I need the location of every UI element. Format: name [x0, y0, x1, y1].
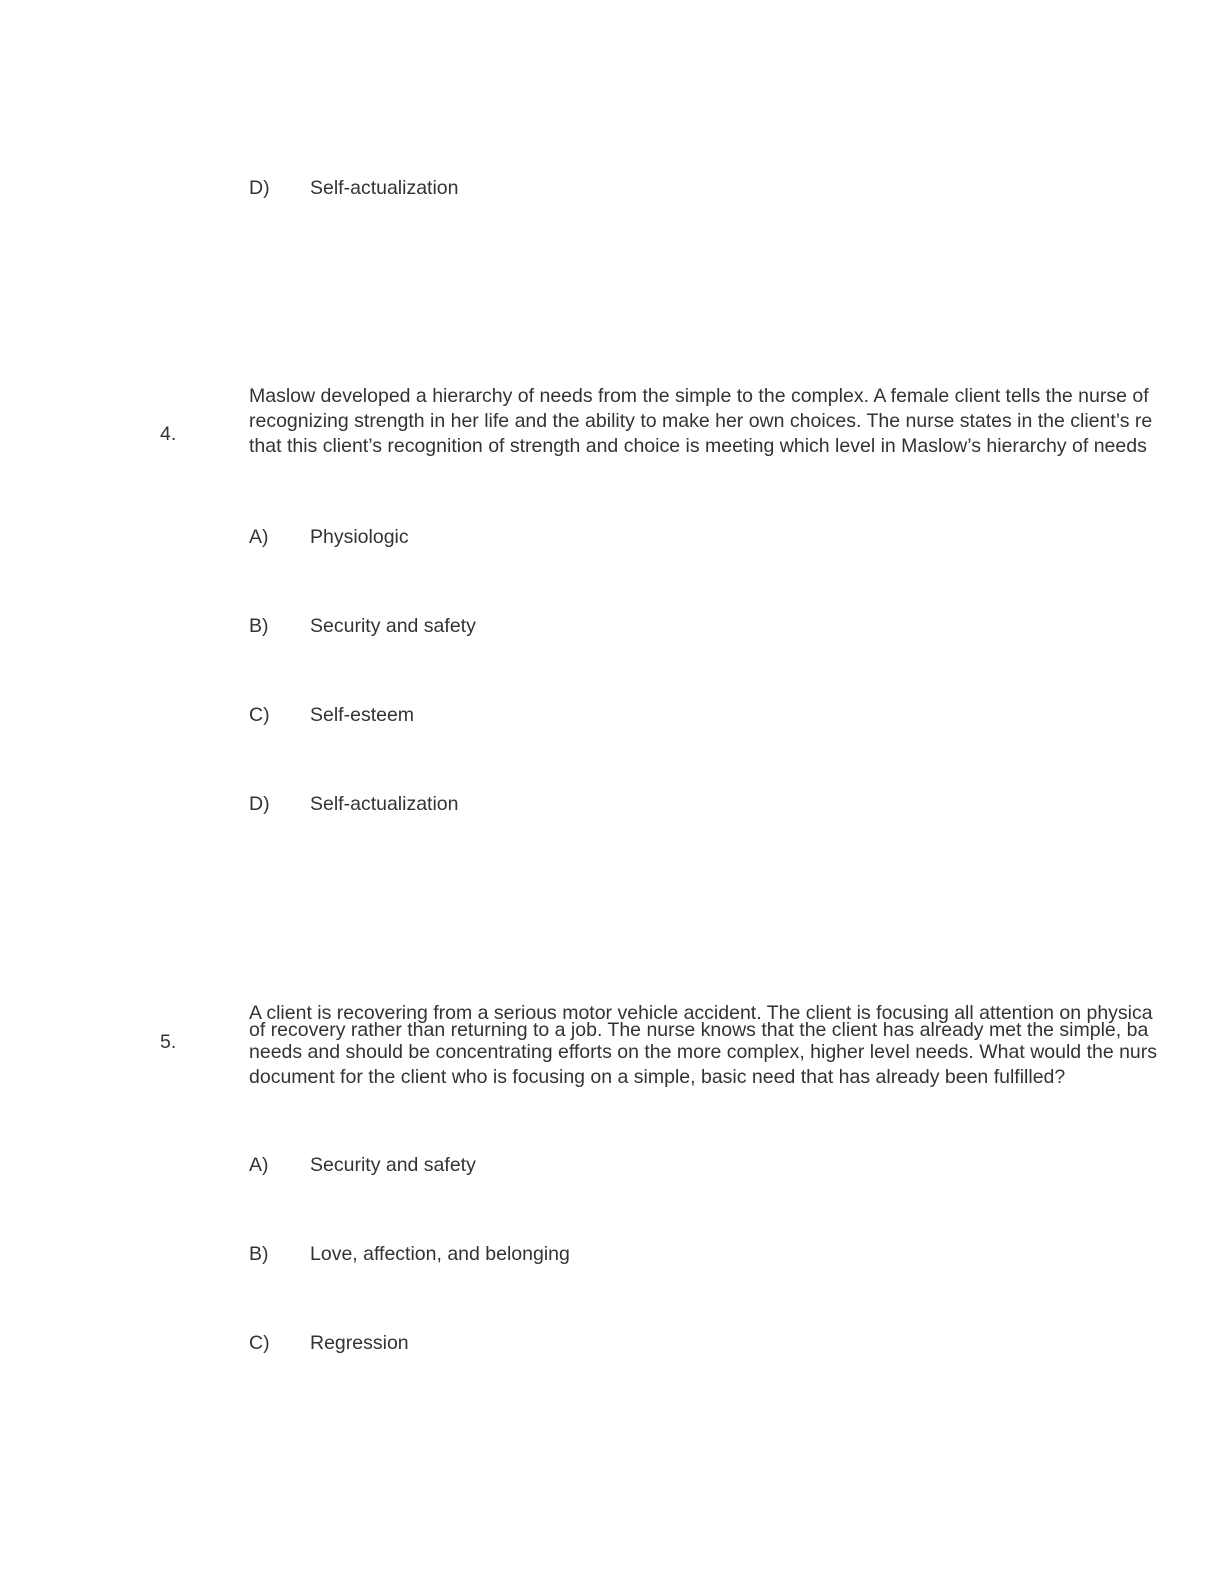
question-5-stem-line: of recovery rather than returning to a job. The nurse knows that the client has already met the simple, ba: [249, 1019, 1149, 1041]
question-4-stem: [249, 384, 1224, 458]
option-text: Self-actualization: [310, 177, 459, 199]
question-5-stem: [249, 1001, 1224, 1089]
question-5-number: 5.: [160, 1031, 177, 1053]
option-text: Self-actualization: [310, 793, 459, 815]
option-letter: B): [249, 1243, 269, 1265]
question-5-stem-line: document for the client who is focusing on a simple, basic need that has already been fulfilled?: [249, 1066, 1066, 1088]
question-4-stem-line: that this client’s recognition of strength and choice is meeting which level in Maslow’s hierarchy of needs: [249, 435, 1147, 457]
option-letter: A): [249, 526, 269, 548]
option-letter: D): [249, 793, 270, 815]
option-letter: B): [249, 615, 269, 637]
option-text: Regression: [310, 1332, 409, 1354]
question-5-stem-line: needs and should be concentrating efforts on the more complex, higher level needs. What would the nurs: [249, 1041, 1158, 1063]
option-letter: C): [249, 1332, 270, 1354]
option-text: Security and safety: [310, 1154, 476, 1176]
option-text: Love, affection, and belonging: [310, 1243, 570, 1265]
option-letter: A): [249, 1154, 269, 1176]
option-letter: C): [249, 704, 270, 726]
option-text: Security and safety: [310, 615, 476, 637]
option-text: Self-esteem: [310, 704, 415, 726]
question-4-stem-line: recognizing strength in her life and the ability to make her own choices. The nurse states in the client’s re: [249, 410, 1153, 432]
question-4-stem-line: Maslow developed a hierarchy of needs from the simple to the complex. A female client tells the nurse of: [249, 385, 1149, 407]
question-4-number: 4.: [160, 423, 177, 445]
question-5-stem-line: A client is recovering from a serious motor vehicle accident. The client is focusing all attention on physica: [249, 1002, 1153, 1024]
option-text: Physiologic: [310, 526, 409, 548]
option-letter: D): [249, 177, 270, 199]
